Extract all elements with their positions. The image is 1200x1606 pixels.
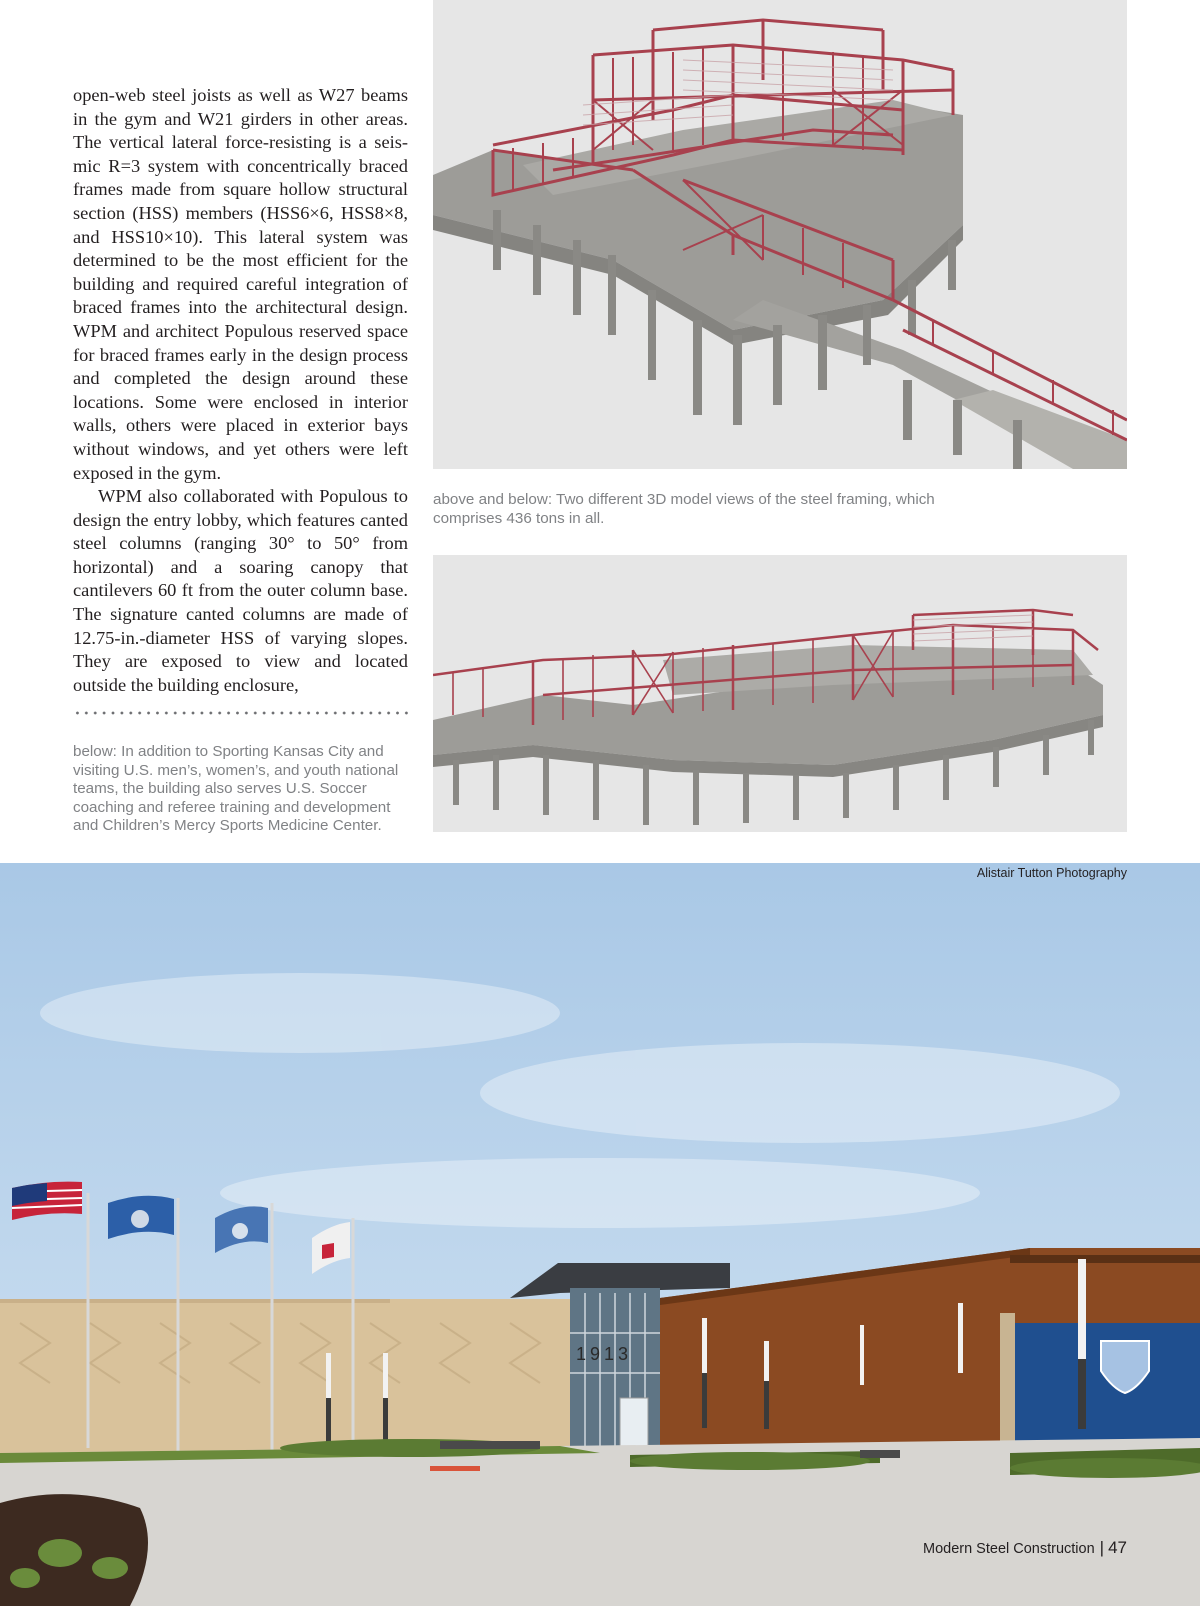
- page-footer: [923, 1538, 1127, 1558]
- steel-model-view-top: [433, 0, 1127, 469]
- page-number: 47: [1108, 1538, 1127, 1557]
- article-body: [73, 84, 408, 697]
- model-caption: above and below: Two different 3D model views of the steel framing, which comprises 436 tons in all.: [433, 491, 935, 527]
- body-paragraph-2: WPM also collaborated with Populous to design the entry lobby, which features canted steel columns (ranging 30° to 50° from horizontal) and a soaring canopy that cantilevers 60 ft from the outer column base. The signature canted columns are made of 12.75-in.-diameter HSS of varying slopes. They are exposed to view and located outside the building enclosure,: [73, 486, 408, 695]
- building-exterior-photo: [0, 863, 1200, 1606]
- photo-credit: Alistair Tutton Photography: [976, 866, 1127, 880]
- dotted-divider: [73, 711, 408, 715]
- footer-separator: |: [1099, 1538, 1105, 1557]
- steel-model-view-bottom: [433, 555, 1127, 832]
- magazine-name: Modern Steel Construction: [922, 1541, 1095, 1557]
- building-number: 1913: [576, 1344, 633, 1364]
- body-paragraph-1: open-web steel joists as well as W27 beams in the gym and W21 girders in other areas. The vertical lateral force-resisting is a seismic R=3 system with concentrically braced frames made from square hollow structural section (HSS) members (HSS6×6, HSS8×8, and HSS10×10). This lateral system was determined to be the most efficient for the building and required careful integration of braced frames into the architectural design. WPM and architect Populous reserved space for braced frames early in the design process and completed the design around these locations. Some were enclosed in interior walls, others were placed in exterior bays without windows, and yet others were left exposed in the gym.: [73, 85, 408, 483]
- photo-caption: below: In addition to Sporting Kansas City and visiting U.S. men’s, women’s, and youth national teams, the building also serves U.S. Soccer coaching and referee training and development and Children’s Mercy Sports Medicine Center.: [73, 743, 399, 835]
